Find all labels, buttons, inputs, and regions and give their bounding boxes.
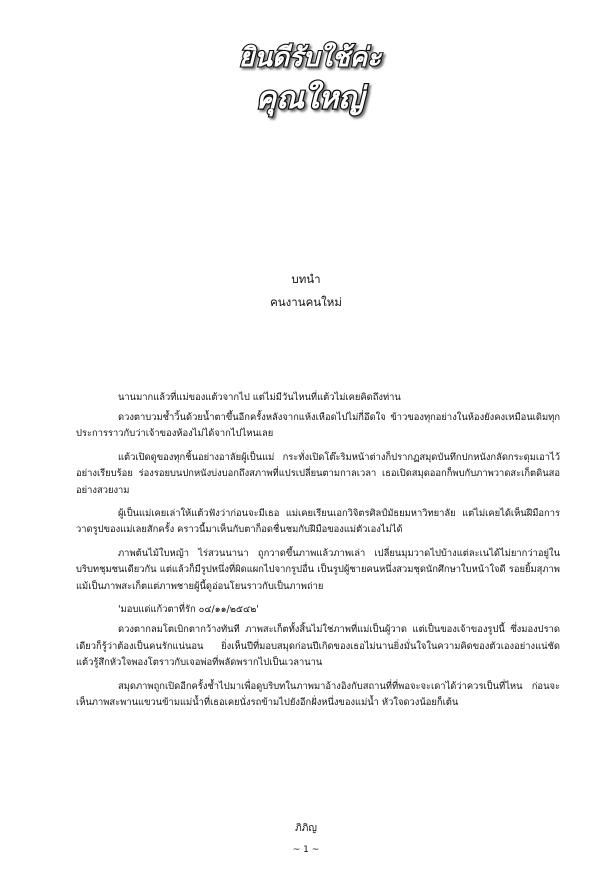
- chapter-subtitle: คนงานคนใหม่: [270, 295, 342, 309]
- paragraph: แต้วเปิดดูของทุกชิ้นอย่างอาลัยผู้เป็นแม่ กระทั่งเปิดโต๊ะริมหน้าต่างก็ปรากฏสมุดบันทึกปกหนังกลัดกระดุมเอาไว้อย่างเรียบร้อย ร่องรอยบนปกหนังบ่งบอกถึงสภาพที่แปรเปลี่ยนตามกาลเวลา เธอเปิดสมุดออกก็พบกับภาพวาดสะเก็ตดินสออย่างสวยงาม: [76, 452, 560, 496]
- chapter-title: บทนำ: [291, 272, 321, 286]
- dedication-quote: 'มอบแด่แก้วตาที่รัก ๐๔/๑๑/๒๕๔๒': [118, 604, 259, 616]
- paragraph: นานมากแล้วที่แม่ของแต้วจากไป แต่ไม่มีวันไหนที่แต้วไม่เคยคิดถึงท่าน: [118, 392, 401, 403]
- logo-line-1: ยินดีรับใช้ค่ะ: [238, 43, 382, 73]
- paragraph: ดวงตาบวมช้ำวิ้นด้วยน้ำตาขึ้นอีกครั้งหลังจากแห้งเหือดไปไม่กี่อึดใจ ข้าวของทุกอย่างในห้องยังคงเหมือนเดิมทุกประการราวกับว่าเจ้าของห้องไม่ได้จากไปไหนเลย: [76, 412, 560, 440]
- paragraph: สมุดภาพถูกเปิดอีกครั้งช้ำไปมาเพื่อดูบริบทในภาพมาอ้างอิงกับสถานที่ที่พอจะจะเดาได้ว่าควรเป็นที่ไหน ก่อนจะเห็นภาพสะพานแขวนข้ามแม่น้ำที่เธอเคยนั่งรถข้ามไปยังอีกฝั่งหนึ่งของแม่น้ำ หัวใจดวงน้อยก็เต้น: [76, 680, 560, 708]
- chapter-body: [76, 390, 560, 718]
- paragraph: ผู้เป็นแม่เคยเล่าให้แต้วฟังว่าก่อนจะมีเธอ แม่เคยเรียนเอกวิจิตรศิลป์มัธยมหาวิทยาลัย แต่ไม่เคยได้เห็นฝีมือการวาดรูปของแม่เลยสักครั้ง คราวนี้มาเห็นกับตาก็อดชื่นชมกับฝีมือของแม่ตัวเองไม่ได้: [76, 508, 560, 536]
- paragraph: ดวงตากลมโตเบิกตากว้างทันที ภาพสะเก็ตทั้งสิ้นไม่ใช่ภาพที่แม่เป็นผู้วาด แต่เป็นของเจ้าของรูปนี้ ซึ่งมองปราดเดียวก็รู้ว่าต้องเป็นคนรักแน่นอน ยิ่งเห็นปีที่มอบสมุดก่อนปีเกิดของเธอไม่นานยิ่งมั่นใจในความคิดของตัวเองอย่างแน่ชัด แต้วรู้สึกหัวใจพองโตราวกับเจอพ่อที่พลัดพรากไปเป็นเวลานาน: [76, 624, 560, 668]
- logo-line-2: คุณใหญ่: [256, 81, 364, 116]
- paragraph: ภาพต้นไม้ใบหญ้า ไร่สวนนานา ถูกวาดขึ้นภาพแล้วภาพเล่า เปลี่ยนมุมวาดไปบ้างแต่ละเนได้ไม่ยากว่าอยู่ในบริบทชุมชนเดียวกัน แต่แล้วก็มีรูปหนึ่งที่ผิดแผกไปจากรูปอื่น เป็นรูปผู้ชายคนหนึ่งสวมชุดนักศึกษาใบหน้าใจดี รอยยิ้มสุภาพ แม้เป็นภาพสะเก็ตแต่ภาพชายผู้นี้ดูอ่อนโยนราวกับเป็นภาพถ่าย: [76, 548, 560, 592]
- title-logo-art: [238, 28, 382, 124]
- author-signature: ภิภิญ: [295, 823, 317, 834]
- page-number: ~ 1 ~: [292, 845, 320, 855]
- book-title-logo: [238, 28, 382, 124]
